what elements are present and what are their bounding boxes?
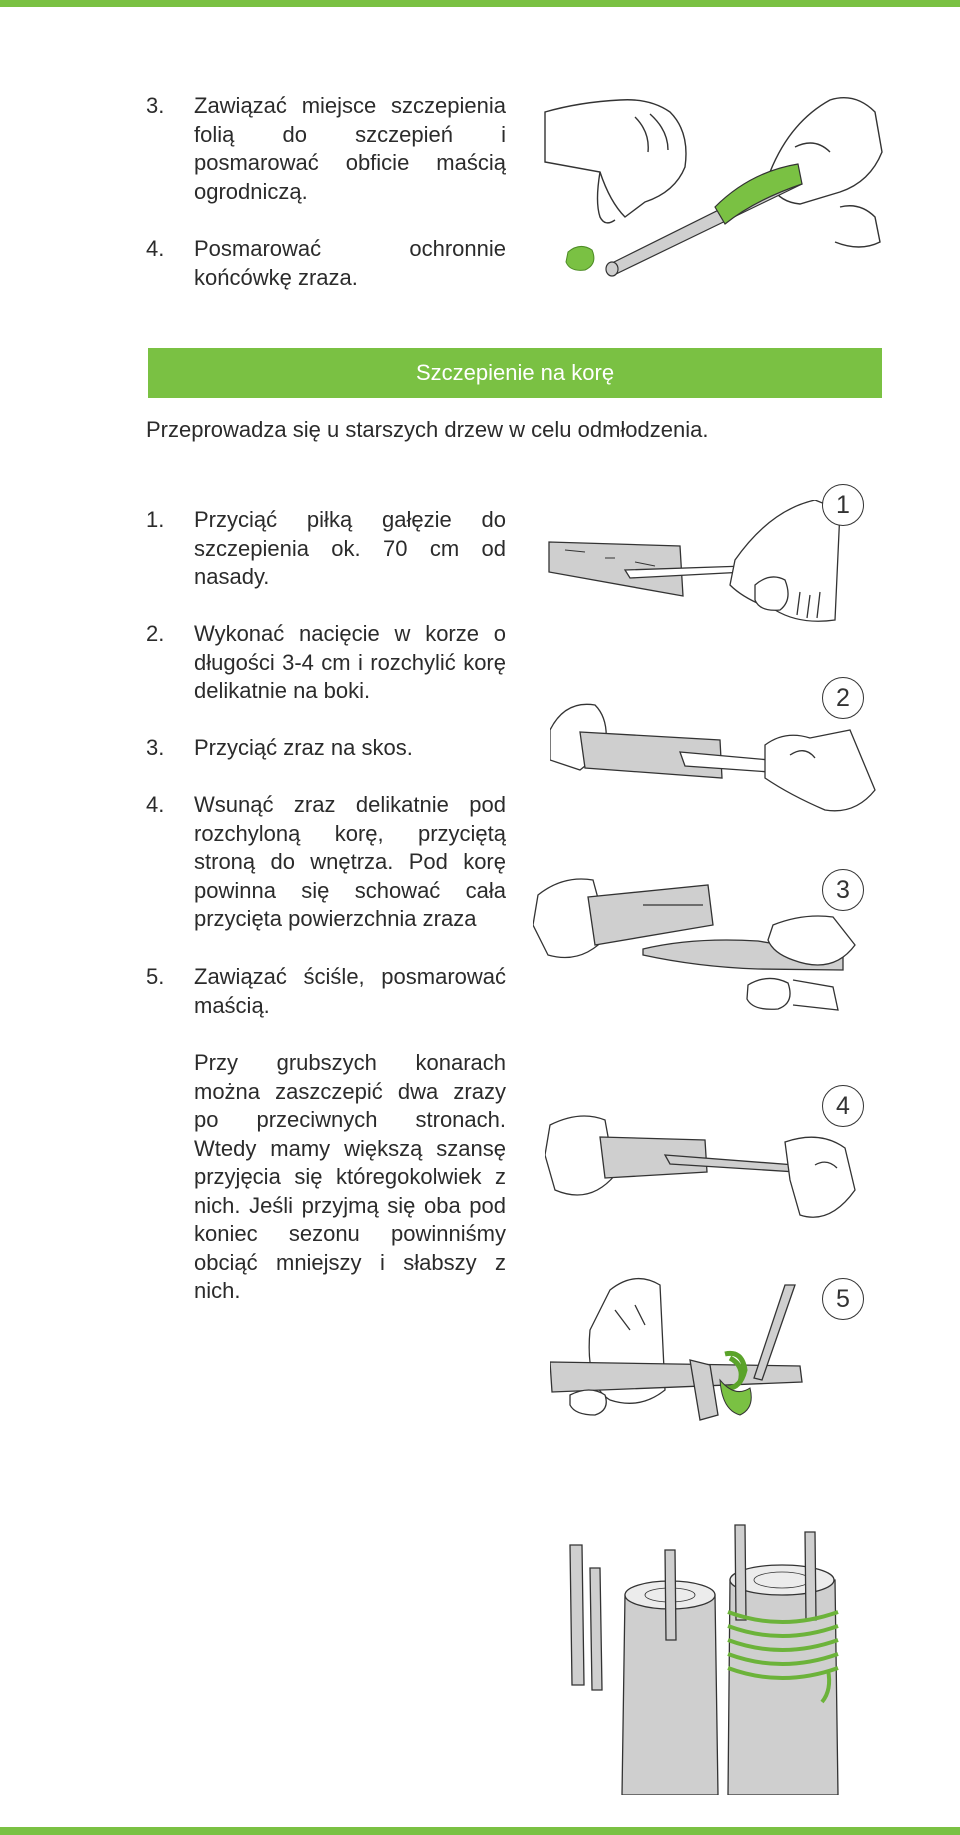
bark-grafted-stumps-illustration	[560, 1520, 840, 1795]
step-number: 2.	[146, 621, 165, 646]
top-step-3	[146, 92, 506, 206]
step-number: 1.	[146, 507, 165, 532]
scion-insertion-illustration	[545, 1110, 860, 1240]
bark-step-1	[146, 506, 506, 592]
step-number: 3.	[146, 735, 165, 760]
binding-graft-illustration	[550, 1270, 850, 1430]
step-text: Posmarować ochronnie końcówkę zraza.	[194, 236, 506, 290]
saw-cut-branch-illustration	[545, 500, 845, 630]
figure-label-1: 1	[822, 484, 864, 526]
step-number: 3.	[146, 93, 165, 118]
step-text: Przyciąć piłką gałęzie do szczepienia ok. 70 cm od nasady.	[194, 507, 506, 589]
step-text: Przyciąć zraz na skos.	[194, 735, 413, 760]
figure-label-4: 4	[822, 1085, 864, 1127]
step-text: Zawiązać ściśle, posmarować maścią.	[194, 964, 506, 1018]
scion-cut-illustration	[533, 875, 863, 1015]
bark-step-5	[146, 963, 506, 1020]
bark-step-2	[146, 620, 506, 706]
intro-text: Przeprowadza się u starszych drzew w celu odmłodzenia.	[146, 417, 709, 442]
figure-label-2: 2	[822, 677, 864, 719]
hands-applying-grafting-paste-illustration	[540, 92, 890, 282]
step-number: 4.	[146, 792, 165, 817]
step-text: Wykonać nacięcie w korze o długości 3-4 cm i rozchylić korę delikatnie na boki.	[194, 621, 506, 703]
top-step-4	[146, 235, 506, 292]
step-text: Wsunąć zraz delikatnie pod rozchyloną korę, przyciętą stroną do wnętrza. Pod korę powinna się schować cała przycięta powierzchnia zraza	[194, 792, 506, 931]
section-banner: Szczepienie na korę	[148, 348, 882, 398]
figure-label-5: 5	[822, 1278, 864, 1320]
figure-label-3: 3	[822, 869, 864, 911]
step-number: 5.	[146, 964, 165, 989]
note-paragraph: Przy grubszych konarach można zaszczepić dwa zrazy po przeciwnych stronach. Wtedy mamy większą szansę przyjęcia się któregokolwiek z nich. Jeśli przyjmą się oba pod koniec sezonu powinniśmy obciąć mniejszy i słabszy z nich.	[194, 1050, 506, 1303]
bark-step-4	[146, 791, 506, 934]
step-text: Zawiązać miejsce szczepienia folią do szczepień i posmarować obficie maścią ogrodniczą.	[194, 93, 506, 204]
step-number: 4.	[146, 236, 165, 261]
bottom-accent-bar	[0, 1827, 960, 1835]
top-accent-bar	[0, 0, 960, 7]
bark-step-3	[146, 734, 506, 763]
bark-incision-illustration	[550, 700, 880, 835]
